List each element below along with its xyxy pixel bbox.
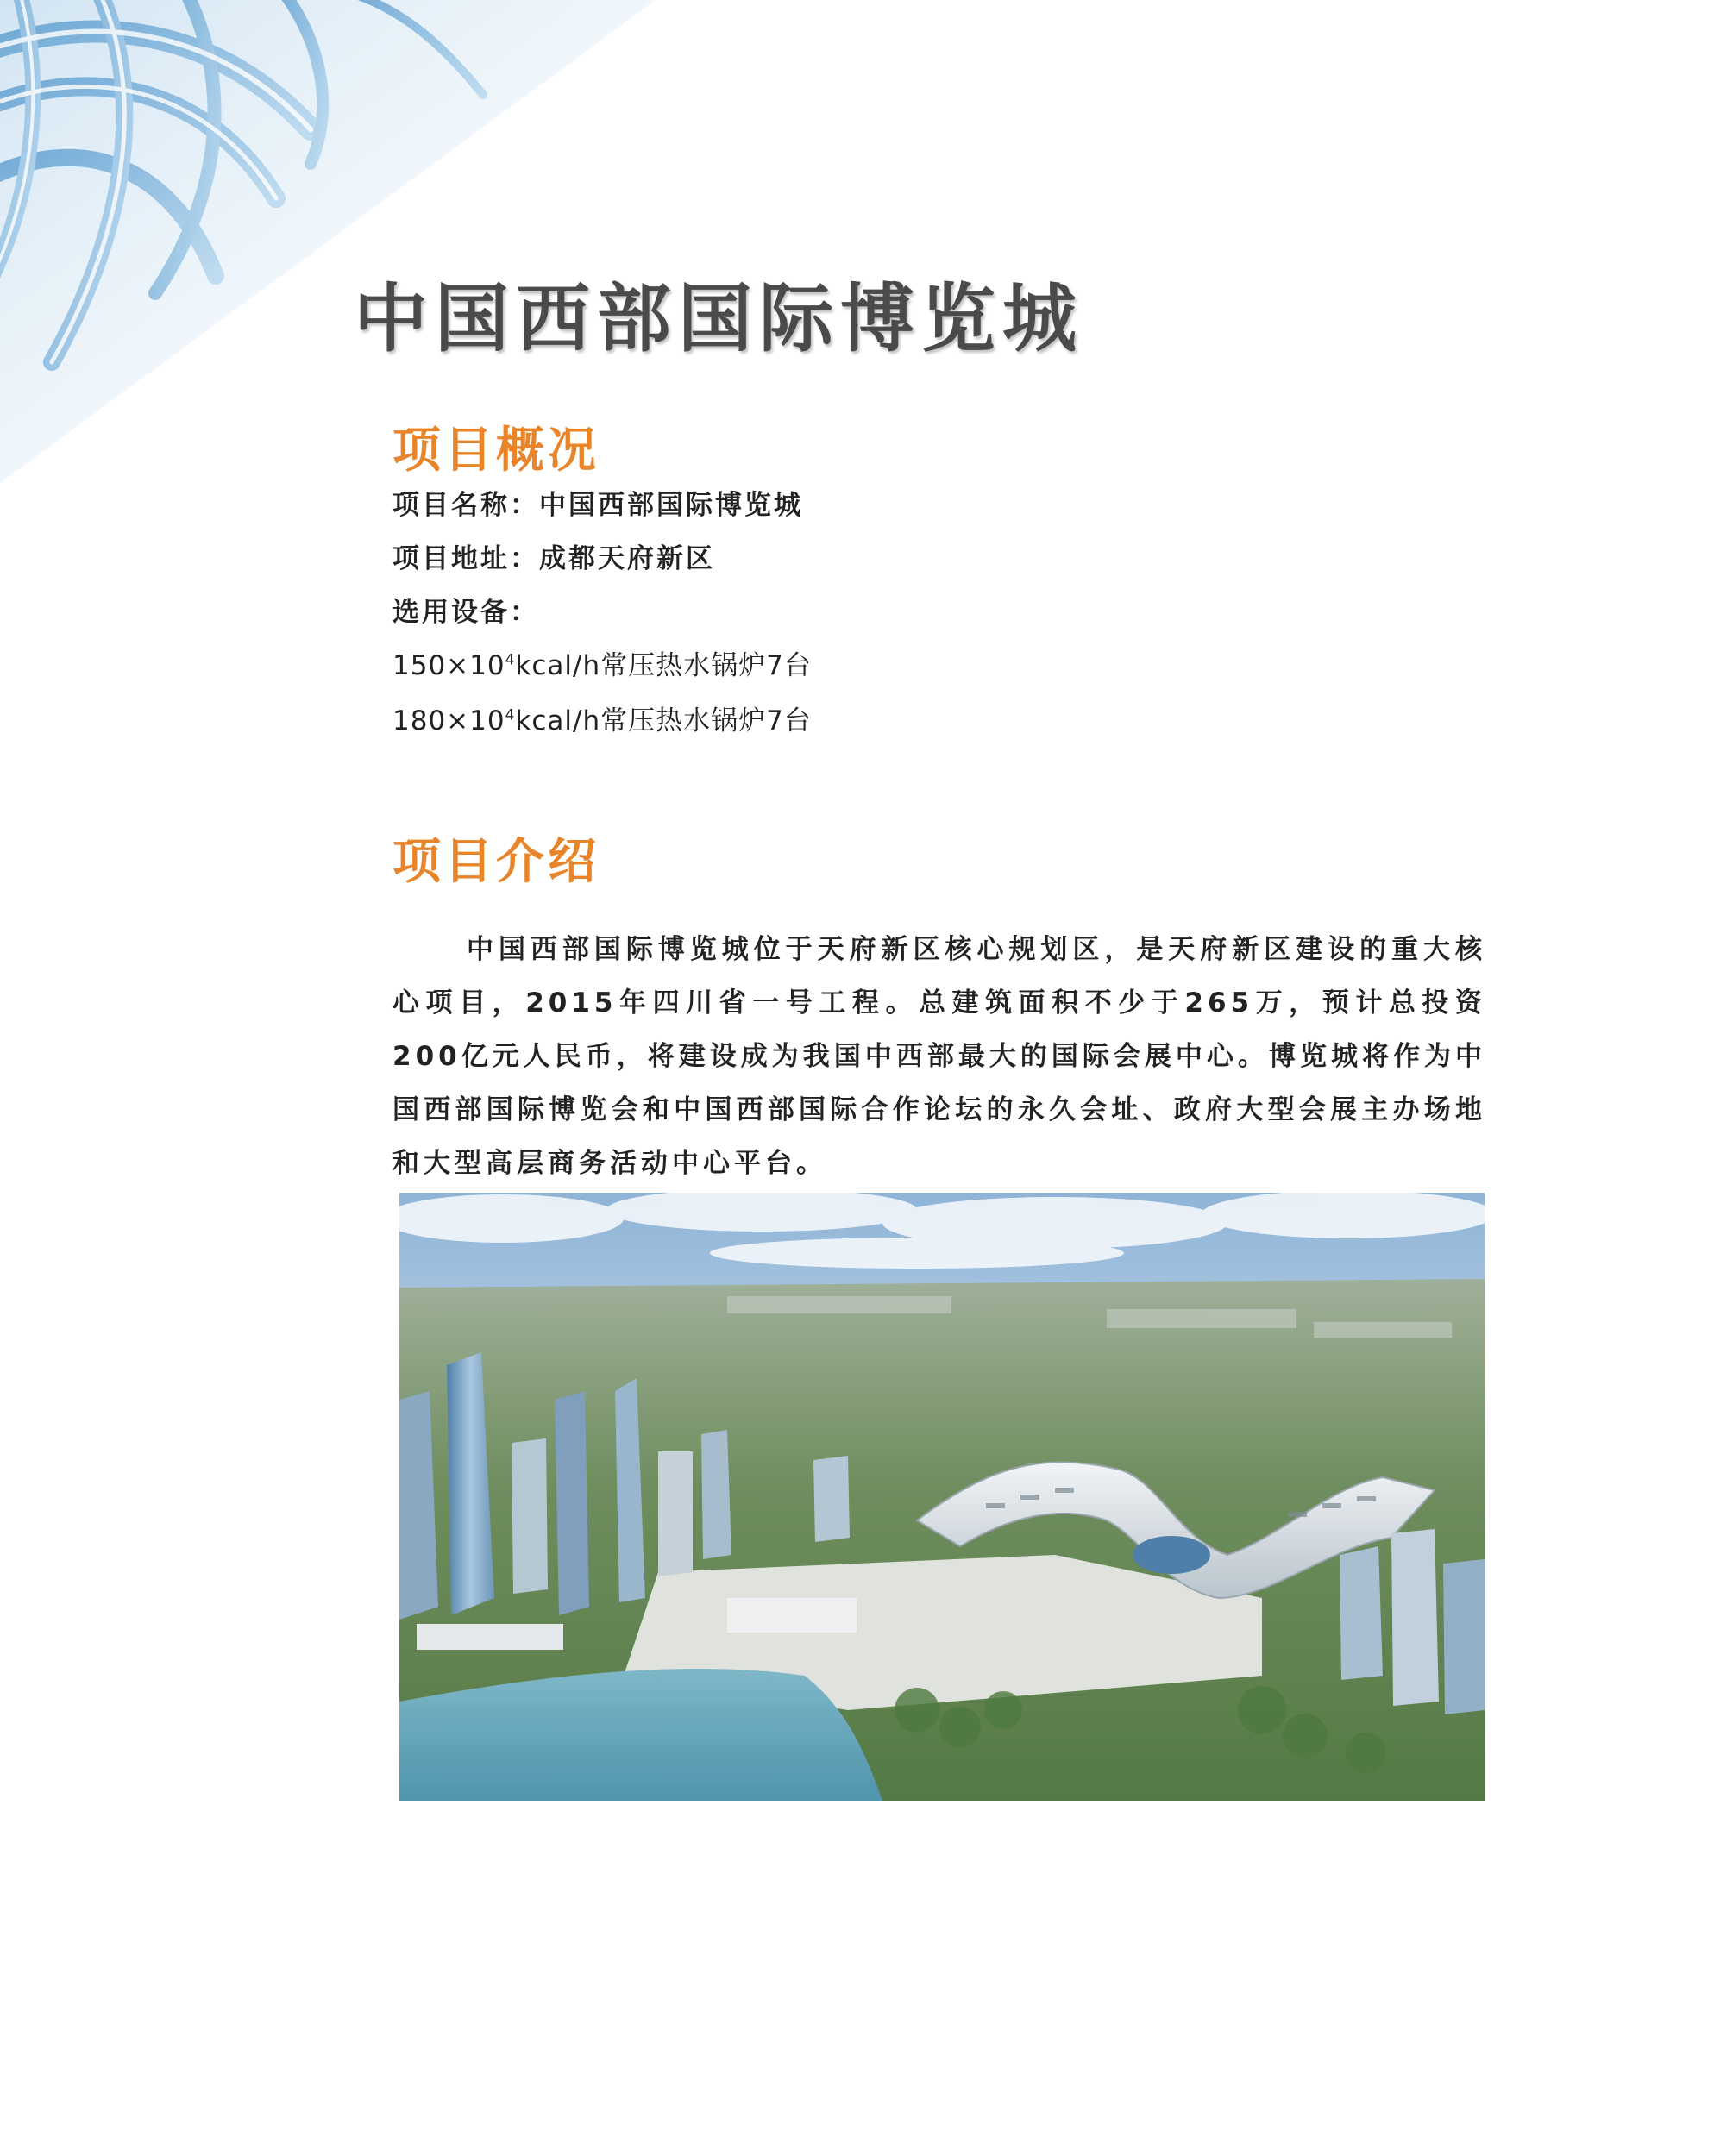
corner-tube-decoration (0, 0, 656, 483)
equipment-item (392, 699, 812, 737)
equipment-suffix: kcal/h常压热水锅炉7台 (515, 650, 812, 681)
equipment-suffix: kcal/h常压热水锅炉7台 (515, 705, 812, 736)
page-title: 中国西部国际博览城 (354, 276, 1083, 362)
aerial-expo-city-photo (399, 1193, 1485, 1801)
equipment-prefix: 180×10 (392, 705, 505, 736)
equipment-item (392, 643, 812, 682)
project-name-line: 项目名称：中国西部国际博览城 (392, 490, 803, 521)
equipment-label: 选用设备： (392, 597, 539, 628)
overview-heading: 项目概况 (392, 423, 600, 479)
equipment-exponent: 4 (505, 651, 516, 669)
project-address-line: 项目地址：成都天府新区 (392, 543, 715, 574)
intro-paragraph: 中国西部国际博览城位于天府新区核心规划区，是天府新区建设的重大核心项目，2015年四川省一号工程。总建筑面积不少于265万，预计总投资200亿元人民币，将建设成为我国中西部最大的国际会展中心。博览城将作为中国西部国际博览会和中国西部国际合作论坛的永久会址、政府大型会展主办场地和大型高层商务活动中心平台。 (392, 934, 1486, 1179)
intro-heading: 项目介绍 (392, 834, 600, 890)
equipment-exponent: 4 (505, 706, 516, 724)
equipment-prefix: 150×10 (392, 650, 505, 681)
